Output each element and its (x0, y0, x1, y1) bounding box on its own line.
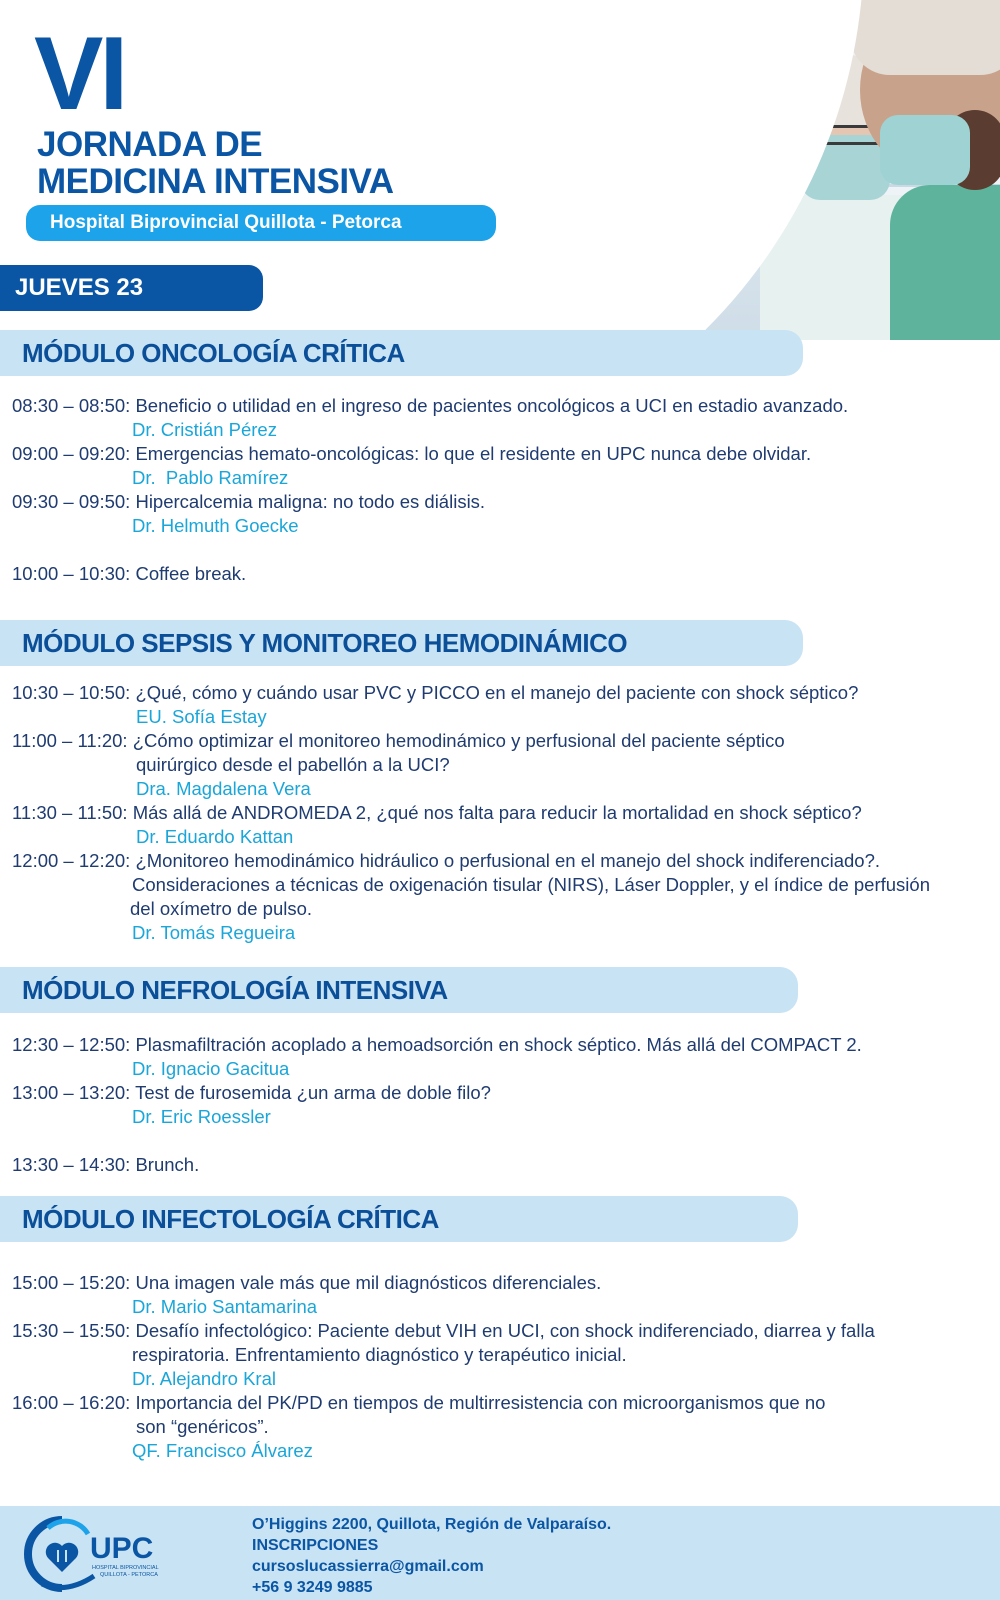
session-speaker: Dr. Alejandro Kral (132, 1368, 276, 1389)
session-row (12, 849, 880, 873)
session-speaker: Dr. Ignacio Gacitua (132, 1058, 290, 1079)
contact-phone[interactable]: +56 9 3249 9885 (252, 1579, 373, 1596)
session-row (12, 1033, 862, 1057)
session-title-continued: son “genéricos”. (136, 1416, 269, 1437)
hospital-name: Hospital Biprovincial Quillota - Petorca (50, 212, 402, 233)
session-title: Una imagen vale más que mil diagnósticos diferenciales. (135, 1272, 602, 1293)
session-title: Coffee break. (135, 563, 247, 584)
session-row (12, 442, 811, 466)
session-title: Test de furosemida ¿un arma de doble filo? (135, 1082, 491, 1103)
session-title: ¿Qué, cómo y cuándo usar PVC y PICCO en el manejo del paciente con shock séptico? (135, 682, 859, 703)
session-title-continued: quirúrgico desde el pabellón a la UCI? (136, 754, 450, 775)
day-label: JUEVES 23 (15, 274, 144, 301)
session-speaker: QF. Francisco Álvarez (132, 1440, 313, 1461)
session-title: Brunch. (135, 1154, 200, 1175)
session-title: ¿Cómo optimizar el monitoreo hemodinámico y perfusional del paciente séptico (132, 730, 785, 751)
session-row (12, 1319, 875, 1343)
edition-number: VI (34, 16, 125, 132)
session-time: 15:00 – 15:20: (12, 1272, 131, 1293)
session-title-continued: del oxímetro de pulso. (130, 898, 313, 919)
session-speaker: Dr. Pablo Ramírez (132, 467, 289, 488)
session-title-continued: respiratoria. Enfrentamiento diagnóstico y terapéutico inicial. (132, 1344, 627, 1365)
session-speaker: Dra. Magdalena Vera (136, 778, 311, 799)
day-badge (0, 265, 263, 311)
module-header-oncologia (0, 330, 803, 376)
session-speaker: Dr. Mario Santamarina (132, 1296, 318, 1317)
upc-logo (22, 1514, 172, 1594)
break-row (12, 1153, 199, 1177)
session-title: Más allá de ANDROMEDA 2, ¿qué nos falta para reducir la mortalidad en shock séptico? (132, 802, 862, 823)
logo-text: UPC (90, 1532, 154, 1565)
session-speaker: Dr. Cristián Pérez (132, 419, 277, 440)
doctor-2-mask (880, 115, 970, 185)
module-title: MÓDULO ONCOLOGÍA CRÍTICA (22, 337, 405, 368)
session-title: Emergencias hemato-oncológicas: lo que el residente en UPC nunca debe olvidar. (135, 443, 812, 464)
session-row (12, 681, 858, 705)
session-time: 13:30 – 14:30: (12, 1154, 131, 1175)
session-row (12, 1391, 825, 1415)
title-line-2: MEDICINA INTENSIVA (37, 162, 394, 201)
header-photo-doctors (560, 0, 1000, 340)
session-time: 11:00 – 11:20: (12, 730, 128, 751)
footer (0, 1506, 1000, 1600)
session-title: Beneficio o utilidad en el ingreso de pacientes oncológicos a UCI en estadio avanzado. (135, 395, 849, 416)
session-time: 16:00 – 16:20: (12, 1392, 131, 1413)
session-row (12, 490, 485, 514)
module-title: MÓDULO SEPSIS Y MONITOREO HEMODINÁMICO (22, 627, 628, 658)
session-time: 13:00 – 13:20: (12, 1082, 131, 1103)
break-row (12, 562, 246, 586)
heart-hand-logo-icon (22, 1514, 172, 1594)
doctor-2-body (890, 185, 1000, 340)
session-row (12, 1271, 601, 1295)
session-title: Hipercalcemia maligna: no todo es diálisis. (135, 491, 486, 512)
module-title: MÓDULO INFECTOLOGÍA CRÍTICA (22, 1203, 439, 1234)
session-row (12, 394, 848, 418)
module-header-infectologia (0, 1196, 798, 1242)
session-time: 12:30 – 12:50: (12, 1034, 131, 1055)
session-speaker: EU. Sofía Estay (136, 706, 267, 727)
contact-email[interactable]: cursoslucassierra@gmail.com (252, 1558, 484, 1575)
module-header-sepsis (0, 620, 803, 666)
title-line-1: JORNADA DE (37, 125, 263, 164)
session-title-continued: Consideraciones a técnicas de oxigenación tisular (NIRS), Láser Doppler, y el índice de perfusión (132, 874, 930, 895)
session-speaker: Dr. Eric Roessler (132, 1106, 271, 1127)
svg-text:HOSPITAL BIPROVINCIAL: HOSPITAL BIPROVINCIAL (92, 1565, 159, 1571)
session-title: Plasmafiltración acoplado a hemoadsorción en shock séptico. Más allá del COMPACT 2. (135, 1034, 862, 1055)
session-time: 12:00 – 12:20: (12, 850, 131, 871)
doctor-2-cap (850, 0, 1000, 75)
session-time: 10:00 – 10:30: (12, 563, 131, 584)
session-time: 11:30 – 11:50: (12, 802, 128, 823)
module-title: MÓDULO NEFROLOGÍA INTENSIVA (22, 974, 448, 1005)
module-header-nefrologia (0, 967, 798, 1013)
session-speaker: Dr. Tomás Regueira (132, 922, 296, 943)
session-row (12, 1081, 491, 1105)
session-title: Importancia del PK/PD en tiempos de multirresistencia con microorganismos que no (135, 1392, 826, 1413)
session-title: Desafío infectológico: Paciente debut VIH en UCI, con shock indiferenciado, diarrea y falla (135, 1320, 875, 1341)
svg-text:QUILLOTA - PETORCA: QUILLOTA - PETORCA (100, 1572, 158, 1578)
session-title: ¿Monitoreo hemodinámico hidráulico o perfusional en el manejo del shock indiferenciado?. (135, 850, 880, 871)
session-row (12, 729, 785, 753)
session-row (12, 801, 862, 825)
address: O’Higgins 2200, Quillota, Región de Valparaíso. (252, 1516, 612, 1533)
contact-block (252, 1514, 611, 1598)
session-time: 10:30 – 10:50: (12, 682, 131, 703)
session-speaker: Dr. Helmuth Goecke (132, 515, 299, 536)
session-time: 08:30 – 08:50: (12, 395, 131, 416)
session-time: 09:30 – 09:50: (12, 491, 131, 512)
hospital-badge (26, 205, 496, 241)
session-time: 09:00 – 09:20: (12, 443, 131, 464)
session-speaker: Dr. Eduardo Kattan (136, 826, 294, 847)
session-time: 15:30 – 15:50: (12, 1320, 131, 1341)
registration-label: INSCRIPCIONES (252, 1537, 379, 1554)
